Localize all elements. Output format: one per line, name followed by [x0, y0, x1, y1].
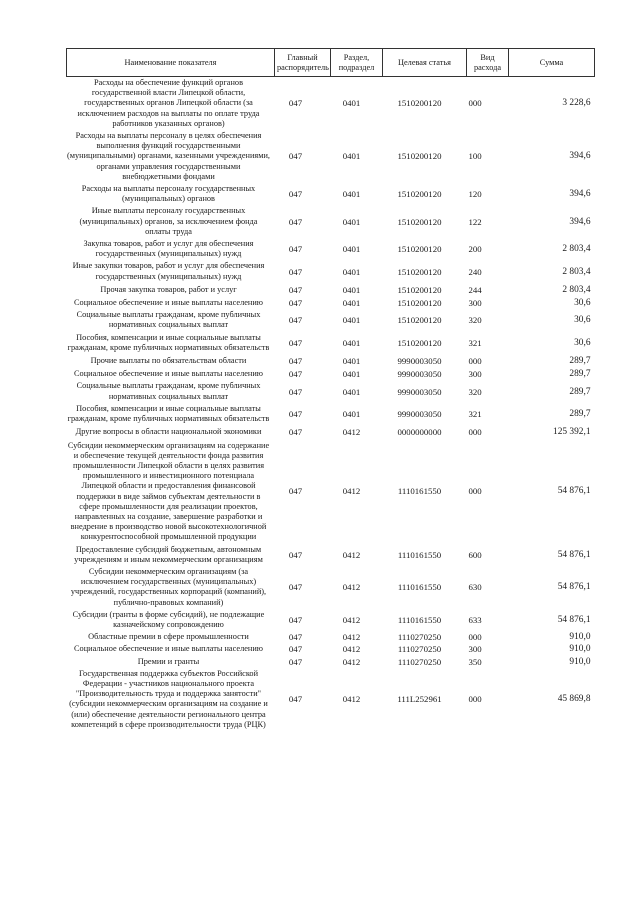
table-row — [67, 668, 595, 731]
row-target-article: 1510200120 — [397, 98, 442, 109]
table-row — [67, 380, 595, 402]
row-section: 0412 — [342, 694, 361, 705]
row-section: 0412 — [342, 614, 361, 625]
row-name: Пособия, компенсации и иные социальные выплаты гражданам, кроме публичных нормативных обязательств — [67, 403, 270, 424]
row-expense-type: 000 — [468, 632, 482, 643]
row-target-article: 1510200120 — [397, 216, 442, 227]
row-name: Расходы на обеспечение функций органов государственной власти Липецкой области, государственных органов Липецкой области (за исключением расходов на выплаты по оплате труда работников указанных органов) — [77, 78, 260, 128]
row-name: Иные закупки товаров, работ и услуг для обеспечения государственных (муниципальных) нужд — [72, 261, 265, 281]
header-expense-type: Вид расхода — [467, 49, 509, 77]
row-sum: 394,6 — [569, 216, 591, 227]
row-name: Премии и гранты — [137, 656, 200, 666]
row-section: 0401 — [342, 408, 361, 419]
row-section: 0412 — [342, 549, 361, 560]
row-sum: 2 803,4 — [562, 266, 591, 277]
table-row — [67, 238, 595, 260]
row-chief-manager: 047 — [288, 427, 303, 438]
row-target-article: 1110270250 — [397, 632, 442, 643]
row-chief-manager: 047 — [288, 632, 303, 643]
row-target-article: 9990003050 — [397, 369, 442, 380]
row-expense-type: 633 — [468, 614, 482, 625]
row-name: Социальное обеспечение и иные выплаты населению — [74, 644, 263, 654]
row-name: Социальное обеспечение и иные выплаты населению — [74, 369, 263, 379]
row-section: 0412 — [342, 486, 361, 497]
row-chief-manager: 047 — [288, 386, 303, 397]
row-name: Другие вопросы в области национальной экономики — [75, 427, 262, 437]
row-target-article: 1510200120 — [397, 244, 442, 255]
row-section: 0401 — [342, 315, 361, 326]
row-target-article: 1110270250 — [397, 656, 442, 667]
row-name: Прочая закупка товаров, работ и услуг — [100, 284, 237, 294]
row-sum: 394,6 — [569, 189, 591, 200]
table-row — [67, 205, 595, 238]
header-name: Наименование показателя — [67, 49, 275, 77]
row-section: 0401 — [342, 369, 361, 380]
row-expense-type: 300 — [468, 644, 482, 655]
row-expense-type: 122 — [468, 216, 482, 227]
row-section: 0412 — [342, 644, 361, 655]
row-chief-manager: 047 — [288, 266, 303, 277]
row-sum: 30,6 — [574, 298, 591, 309]
table-row — [67, 631, 595, 643]
row-target-article: 9990003050 — [397, 386, 442, 397]
table-row — [67, 260, 595, 282]
row-sum: 289,7 — [569, 369, 591, 380]
table-row — [67, 566, 595, 609]
row-target-article: 9990003050 — [397, 408, 442, 419]
row-expense-type: 630 — [468, 582, 482, 593]
table-row — [67, 368, 595, 380]
row-name: Расходы на выплаты персоналу государственных (муниципальных) органов — [81, 184, 256, 204]
row-target-article: 9990003050 — [397, 356, 442, 367]
row-name: Иные выплаты персоналу государственных (муниципальных) органов, за исключением фонда оплаты труда — [79, 206, 258, 236]
row-chief-manager: 047 — [288, 216, 303, 227]
table-row — [67, 656, 595, 668]
row-target-article: 1110161550 — [397, 582, 442, 593]
row-sum: 125 392,1 — [553, 427, 591, 438]
row-sum: 2 803,4 — [562, 284, 591, 295]
row-name: Субсидии (гранты в форме субсидий), не подлежащие казначейскому сопровождению — [72, 609, 265, 629]
budget-table — [66, 48, 595, 731]
row-chief-manager: 047 — [288, 694, 303, 705]
row-expense-type: 100 — [468, 151, 482, 162]
row-sum: 289,7 — [569, 356, 591, 367]
row-chief-manager: 047 — [288, 284, 303, 295]
row-name: Субсидии некоммерческим организациям (за исключением государственных (муниципальных) учреждений, государственных корпораций (компаний), публично-правовых компаний) — [70, 566, 267, 607]
row-expense-type: 320 — [468, 315, 482, 326]
row-section: 0412 — [342, 582, 361, 593]
table-row — [67, 309, 595, 331]
row-section: 0412 — [342, 656, 361, 667]
row-expense-type: 120 — [468, 189, 482, 200]
row-chief-manager: 047 — [288, 656, 303, 667]
row-chief-manager: 047 — [288, 315, 303, 326]
row-sum: 289,7 — [569, 408, 591, 419]
row-chief-manager: 047 — [288, 151, 303, 162]
row-sum: 910,0 — [569, 644, 591, 655]
row-name: Государственная поддержка субъектов Российской Федерации - участников национального проекта "Производительность труда и поддержка занятости" (субсидии некоммерческим организациям на создание и (или) обеспечение деятельности регионального центра компетенций в сфере производительности труда (РЦК) — [69, 668, 268, 729]
row-target-article: 1110161550 — [397, 549, 442, 560]
row-expense-type: 350 — [468, 656, 482, 667]
row-target-article: 1510200120 — [397, 298, 442, 309]
row-sum: 54 876,1 — [557, 582, 591, 593]
table-row — [67, 354, 595, 368]
row-sum: 3 228,6 — [562, 98, 591, 109]
row-target-article: 1510200120 — [397, 151, 442, 162]
row-target-article: 1110161550 — [397, 614, 442, 625]
row-expense-type: 600 — [468, 549, 482, 560]
row-sum: 289,7 — [569, 386, 591, 397]
header-target-article: Целевая статья — [383, 49, 467, 77]
table-row — [67, 609, 595, 631]
table-header-row — [67, 49, 595, 77]
table-row — [67, 283, 595, 297]
row-sum: 2 803,4 — [562, 244, 591, 255]
row-section: 0401 — [342, 298, 361, 309]
row-name: Пособия, компенсации и иные социальные выплаты гражданам, кроме публичных нормативных обязательств — [67, 332, 270, 352]
row-target-article: 1110270250 — [397, 644, 442, 655]
row-section: 0401 — [342, 151, 361, 162]
row-chief-manager: 047 — [288, 369, 303, 380]
row-name: Расходы на выплаты персоналу в целях обеспечения выполнения функций государственными (муниципальными) органами, казенными учреждениями, органами управления государственными внебюджетными фондами — [67, 131, 270, 181]
header-section: Раздел, подраздел — [331, 49, 383, 77]
row-section: 0412 — [342, 427, 361, 438]
row-name: Социальное обеспечение и иные выплаты населению — [74, 298, 263, 308]
table-body — [67, 77, 595, 731]
row-expense-type: 000 — [468, 486, 482, 497]
row-expense-type: 244 — [468, 284, 482, 295]
row-section: 0401 — [342, 337, 361, 348]
row-sum: 30,6 — [574, 337, 591, 348]
row-chief-manager: 047 — [288, 189, 303, 200]
row-expense-type: 000 — [468, 427, 482, 438]
row-section: 0412 — [342, 632, 361, 643]
row-section: 0401 — [342, 284, 361, 295]
row-expense-type: 000 — [468, 694, 482, 705]
row-name: Субсидии некоммерческим организациям на содержание и обеспечение текущей деятельности фонда развития промышленности Липецкой области в целях развития промышленного и инвестиционного потенциала Липецкой области и предоставления финансовой поддержки в виде займов субъектам деятельности в сфере промышленности для реализации проектов, направленных на создание, завершение разработки и внедрение в производство новой высокотехнологичной конкурентоспособной промышленной продукции — [67, 440, 270, 542]
row-name: Прочие выплаты по обязательствам области — [90, 356, 247, 366]
row-section: 0401 — [342, 386, 361, 397]
table-row — [67, 425, 595, 439]
row-target-article: 1510200120 — [397, 266, 442, 277]
row-chief-manager: 047 — [288, 644, 303, 655]
row-chief-manager: 047 — [288, 614, 303, 625]
row-chief-manager: 047 — [288, 408, 303, 419]
row-chief-manager: 047 — [288, 337, 303, 348]
table-row — [67, 440, 595, 544]
header-chief-manager: Главный распорядитель — [275, 49, 331, 77]
row-name: Предоставление субсидий бюджетным, автономным учреждениям и иным некоммерческим организациям — [74, 544, 263, 564]
table-row — [67, 297, 595, 309]
row-expense-type: 300 — [468, 369, 482, 380]
row-target-article: 1510200120 — [397, 315, 442, 326]
table-row — [67, 77, 595, 131]
table-row — [67, 544, 595, 566]
row-expense-type: 000 — [468, 356, 482, 367]
row-sum: 45 869,8 — [557, 694, 591, 705]
row-sum: 54 876,1 — [557, 549, 591, 560]
table-row — [67, 643, 595, 655]
row-target-article: 1510200120 — [397, 284, 442, 295]
row-expense-type: 300 — [468, 298, 482, 309]
row-name: Закупка товаров, работ и услуг для обеспечения государственных (муниципальных) нужд — [83, 239, 254, 259]
row-chief-manager: 047 — [288, 486, 303, 497]
row-chief-manager: 047 — [288, 98, 303, 109]
row-sum: 30,6 — [574, 315, 591, 326]
row-expense-type: 240 — [468, 266, 482, 277]
row-chief-manager: 047 — [288, 549, 303, 560]
row-section: 0401 — [342, 266, 361, 277]
row-sum: 54 876,1 — [557, 486, 591, 497]
row-name: Социальные выплаты гражданам, кроме публичных нормативных социальных выплат — [76, 310, 261, 330]
row-expense-type: 321 — [468, 408, 482, 419]
row-sum: 394,6 — [569, 151, 591, 162]
row-chief-manager: 047 — [288, 356, 303, 367]
row-target-article: 0000000000 — [397, 427, 442, 438]
row-section: 0401 — [342, 189, 361, 200]
row-target-article: 1510200120 — [397, 337, 442, 348]
row-expense-type: 200 — [468, 244, 482, 255]
row-section: 0401 — [342, 356, 361, 367]
row-chief-manager: 047 — [288, 582, 303, 593]
row-sum: 910,0 — [569, 656, 591, 667]
row-expense-type: 000 — [468, 98, 482, 109]
row-name: Областные премии в сфере промышленности — [88, 632, 249, 642]
header-sum: Сумма — [509, 49, 595, 77]
row-expense-type: 321 — [468, 337, 482, 348]
row-section: 0401 — [342, 244, 361, 255]
row-chief-manager: 047 — [288, 244, 303, 255]
row-expense-type: 320 — [468, 386, 482, 397]
row-sum: 54 876,1 — [557, 614, 591, 625]
row-target-article: 1510200120 — [397, 189, 442, 200]
table-row — [67, 403, 595, 425]
row-section: 0401 — [342, 216, 361, 227]
table-row — [67, 130, 595, 183]
row-name: Социальные выплаты гражданам, кроме публичных нормативных социальных выплат — [76, 381, 261, 401]
table-row — [67, 183, 595, 205]
row-sum: 910,0 — [569, 632, 591, 643]
row-target-article: 111L252961 — [397, 694, 442, 705]
row-target-article: 1110161550 — [397, 486, 442, 497]
row-chief-manager: 047 — [288, 298, 303, 309]
row-section: 0401 — [342, 98, 361, 109]
table-row — [67, 332, 595, 354]
